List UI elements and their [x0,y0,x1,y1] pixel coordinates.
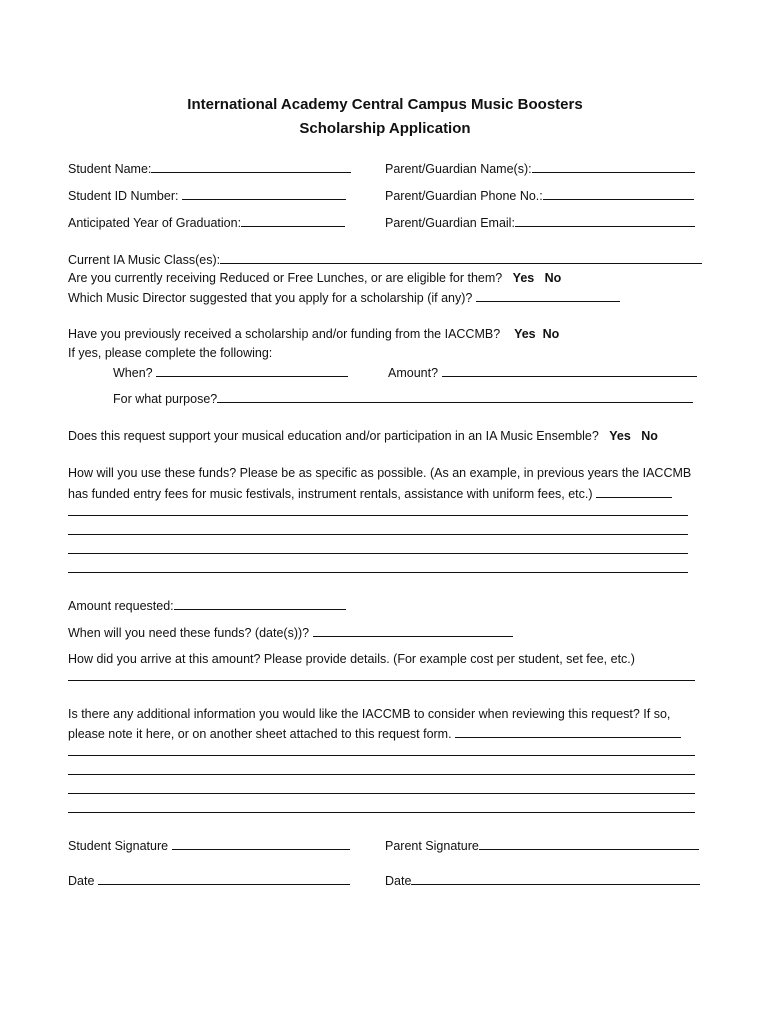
amount-row [388,364,697,381]
how-arrive-text: How did you arrive at this amount? Please provide details. (For example cost per student, set fee, etc.) [68,652,635,666]
form-title: International Academy Central Campus Music Boosters [187,96,583,113]
parent-phone-field[interactable] [543,187,694,200]
when-needed-label: When will you need these funds? (date(s))? [68,626,310,640]
parent-signature-row [385,837,699,854]
student-id-label: Student ID Number: [68,189,179,203]
additional-line-3[interactable] [68,793,695,794]
ensemble-no-option[interactable]: No [641,429,658,443]
student-signature-row [68,837,350,854]
parent-name-field[interactable] [532,160,695,173]
additional-line-2[interactable] [68,774,695,775]
additional-info-line2-row [68,725,681,742]
parent-name-label: Parent/Guardian Name(s): [385,162,532,176]
amount-label: Amount? [388,366,439,380]
parent-date-field[interactable] [411,872,700,885]
music-classes-label: Current IA Music Class(es): [68,253,221,267]
parent-phone-label: Parent/Guardian Phone No.: [385,189,543,203]
previous-question-row [68,326,559,342]
when-field[interactable] [156,364,348,377]
student-id-row [68,187,346,204]
parent-email-row [385,214,695,231]
student-name-label: Student Name: [68,162,152,176]
student-name-field[interactable] [151,160,351,173]
director-field[interactable] [476,289,620,302]
funds-first-field[interactable] [596,485,672,498]
music-classes-row [68,251,702,268]
student-id-field[interactable] [182,187,346,200]
lunch-question: Are you currently receiving Reduced or Free Lunches, or are eligible for them? [68,271,503,285]
form-subtitle: Scholarship Application [299,120,471,137]
director-question: Which Music Director suggested that you apply for a scholarship (if any)? [68,291,473,305]
amount-field[interactable] [442,364,697,377]
previous-yes-option[interactable]: Yes [514,327,536,341]
funds-question-line1: How will you use these funds? Please be as specific as possible. (As an example, in previous years the IACCMB [68,466,692,480]
parent-signature-label: Parent Signature [385,839,479,853]
when-needed-row [68,624,513,641]
parent-phone-row [385,187,694,204]
additional-first-field[interactable] [455,725,681,738]
additional-info-line2: please note it here, or on another sheet attached to this request form. [68,727,452,741]
funds-line-4[interactable] [68,572,688,573]
student-date-field[interactable] [98,872,350,885]
funds-question-line2-row [68,485,672,502]
funds-question-line2: has funded entry fees for music festivals, instrument rentals, assistance with uniform fees, etc.) [68,487,593,501]
music-classes-field[interactable] [220,251,702,264]
additional-line-4[interactable] [68,812,695,813]
ensemble-yes-option[interactable]: Yes [609,429,631,443]
parent-email-field[interactable] [515,214,695,227]
purpose-field[interactable] [217,390,693,403]
additional-line-1[interactable] [68,755,695,756]
if-yes-text: If yes, please complete the following: [68,346,273,360]
student-signature-label: Student Signature [68,839,169,853]
parent-name-row [385,160,695,177]
lunch-no-option[interactable]: No [544,271,562,285]
student-date-label: Date [68,874,95,888]
director-question-row [68,289,620,306]
when-label: When? [113,366,153,380]
amount-requested-label: Amount requested: [68,599,174,613]
parent-date-label: Date [385,874,412,888]
grad-year-row [68,214,345,231]
lunch-question-row [68,270,561,286]
funds-line-3[interactable] [68,553,688,554]
student-date-row [68,872,350,889]
how-arrive-line[interactable] [68,680,695,681]
previous-no-option[interactable]: No [542,327,560,341]
student-signature-field[interactable] [172,837,350,850]
grad-year-label: Anticipated Year of Graduation: [68,216,242,230]
purpose-label: For what purpose? [113,392,218,406]
parent-date-row [385,872,700,889]
grad-year-field[interactable] [241,214,345,227]
ensemble-question-row [68,428,658,444]
funds-line-1[interactable] [68,515,688,516]
parent-email-label: Parent/Guardian Email: [385,216,515,230]
lunch-yes-option[interactable]: Yes [512,271,535,285]
when-row [113,364,348,381]
student-name-row [68,160,351,177]
purpose-row [113,390,693,407]
when-needed-field[interactable] [313,624,513,637]
parent-signature-field[interactable] [479,837,699,850]
funds-line-2[interactable] [68,534,688,535]
amount-requested-row [68,597,346,614]
additional-info-line1: Is there any additional information you would like the IACCMB to consider when reviewing this request? If so, [68,707,671,721]
amount-requested-field[interactable] [174,597,346,610]
previous-question: Have you previously received a scholarship and/or funding from the IACCMB? [68,327,501,341]
ensemble-question: Does this request support your musical education and/or participation in an IA Music Ensemble? [68,429,599,443]
